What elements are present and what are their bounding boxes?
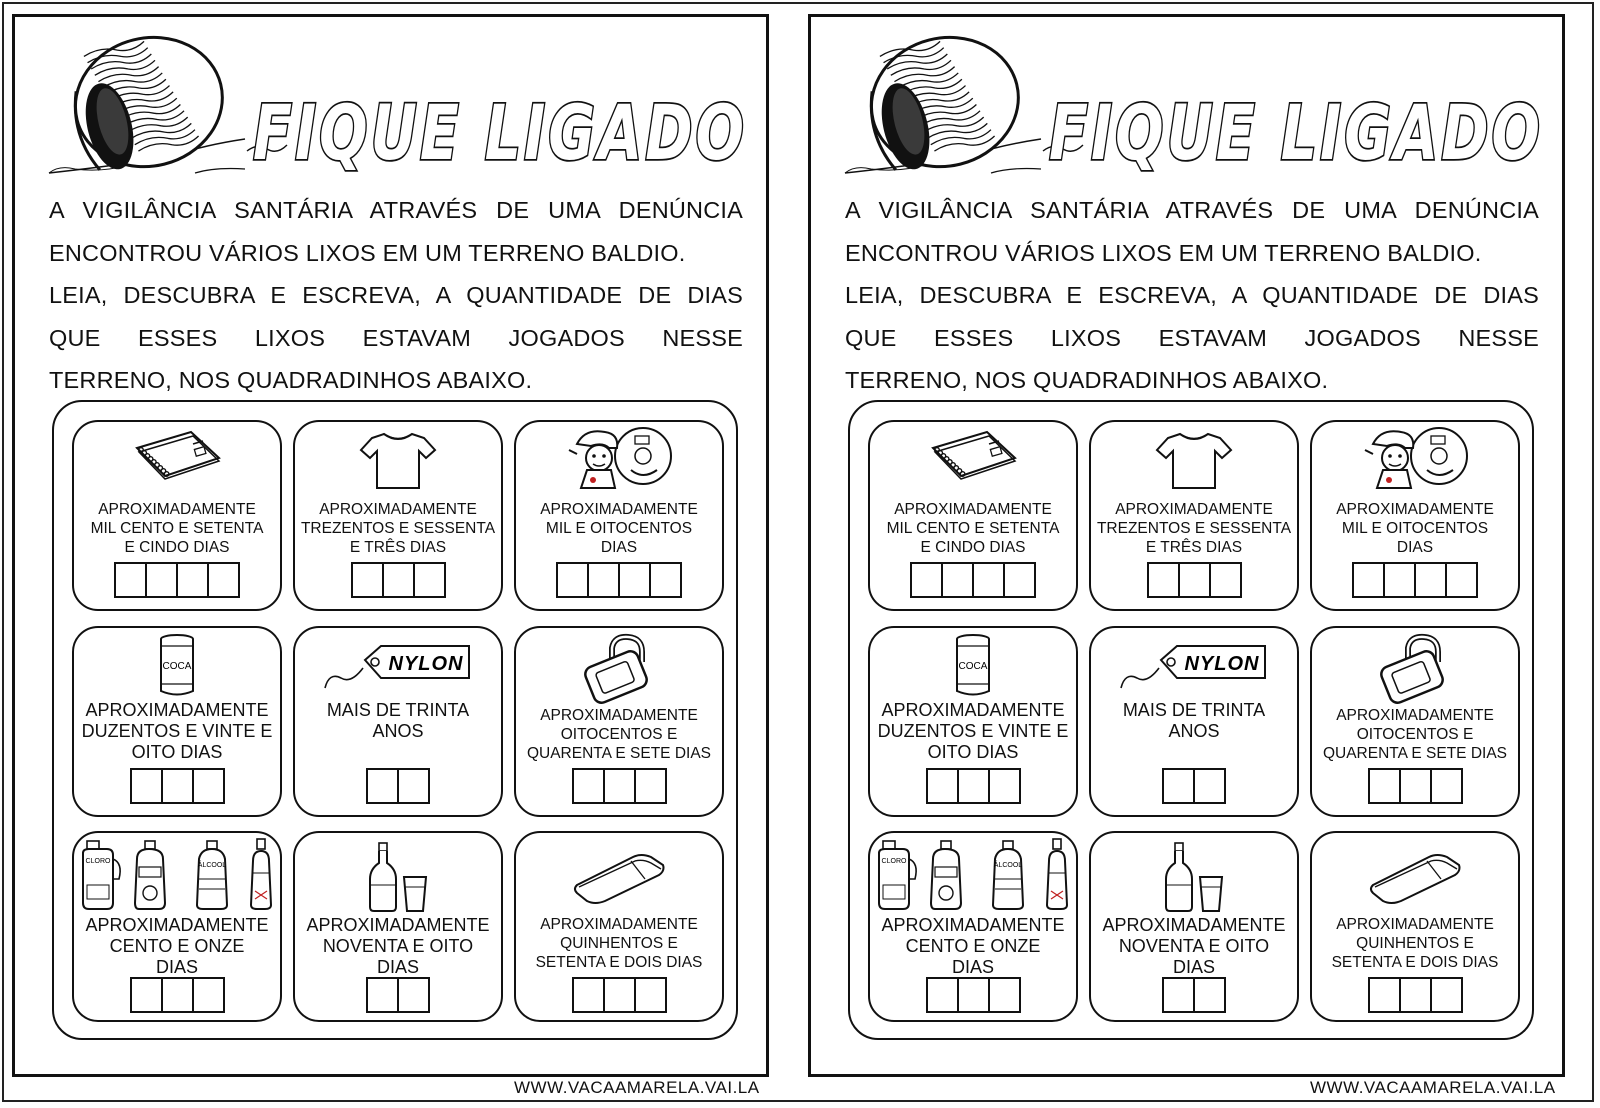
digit-input-box[interactable] — [145, 562, 178, 598]
digit-input-box[interactable] — [910, 562, 943, 598]
digit-input-box[interactable] — [161, 768, 194, 804]
label-line: DIAS — [1396, 539, 1434, 556]
can-label: COCA — [958, 661, 988, 672]
digit-input-box[interactable] — [1209, 562, 1242, 598]
digit-input-box[interactable] — [572, 768, 605, 804]
label-line: MIL E OITOCENTOS — [545, 520, 693, 537]
page-title: FIQUE LIGADO — [253, 88, 747, 177]
label-line: APROXIMADAMENTE — [98, 501, 256, 518]
digit-input-box[interactable] — [1383, 562, 1416, 598]
page-title: FIQUE LIGADO — [1049, 88, 1543, 177]
intro-line: QUE ESSES LIXOS ESTAVAM JOGADOS NESSE — [49, 324, 743, 351]
trash-card — [868, 420, 1078, 611]
trash-card — [514, 420, 724, 611]
answer-boxes — [556, 562, 682, 598]
answer-boxes — [910, 562, 1036, 598]
label-line: APROXIMADAMENTE — [1115, 501, 1273, 518]
digit-input-box[interactable] — [207, 562, 240, 598]
label-line: CENTO E ONZE — [905, 936, 1041, 956]
soda-can-icon — [870, 632, 1076, 698]
intro-line: LEIA, DESCUBRA E ESCREVA, A QUANTIDADE DE DIAS — [49, 282, 743, 308]
label-line: SETENTA E DOIS DIAS — [1331, 954, 1499, 971]
intro-line: TERRENO, NOS QUADRADINHOS ABAIXO. — [845, 367, 1329, 393]
digit-input-box[interactable] — [572, 977, 605, 1013]
trash-card — [1089, 626, 1299, 817]
decomposition-time-label — [870, 500, 1076, 557]
answer-boxes — [926, 768, 1021, 804]
decomposition-time-label — [1091, 500, 1297, 557]
label-line: DIAS — [600, 539, 638, 556]
answer-boxes — [572, 768, 667, 804]
label-line: TREZENTOS E SESSENTA — [1096, 520, 1292, 537]
tag-label: NYLON — [1184, 653, 1260, 675]
label-line: NOVENTA E OITO — [1118, 936, 1270, 956]
label-line: APROXIMADAMENTE — [319, 501, 477, 518]
digit-input-box[interactable] — [587, 562, 620, 598]
label-line: MAIS DE TRINTA — [326, 700, 470, 720]
digit-input-box[interactable] — [351, 562, 384, 598]
label-line: APROXIMADAMENTE — [540, 707, 698, 724]
answer-boxes — [1162, 977, 1226, 1013]
can-label: COCA — [162, 661, 192, 672]
label-line: ANOS — [1168, 721, 1220, 741]
label-line: DUZENTOS E VINTE E — [81, 721, 273, 741]
intro-line: ENCONTROU VÁRIOS LIXOS EM UM TERRENO BALDIO. — [49, 239, 686, 266]
label-line: E TRÊS DIAS — [1145, 539, 1243, 556]
label-line: OITOCENTOS E — [1356, 726, 1474, 743]
trash-card — [514, 831, 724, 1022]
label-line: MIL CENTO E SETENTA — [886, 520, 1060, 537]
digit-input-box[interactable] — [1368, 977, 1401, 1013]
digit-input-box[interactable] — [1147, 562, 1180, 598]
label-line: MAIS DE TRINTA — [1122, 700, 1266, 720]
nylon-tag-icon — [1091, 638, 1297, 690]
digit-input-box[interactable] — [556, 562, 589, 598]
answer-boxes — [130, 768, 225, 804]
boy-with-cd-icon — [1312, 424, 1518, 490]
decomposition-time-label — [870, 700, 1076, 763]
label-line: APROXIMADAMENTE — [881, 700, 1065, 720]
answer-boxes — [351, 562, 446, 598]
digit-input-box[interactable] — [130, 768, 163, 804]
digit-input-box[interactable] — [972, 562, 1005, 598]
label-line: APROXIMADAMENTE — [540, 501, 698, 518]
digit-input-box[interactable] — [603, 977, 636, 1013]
label-line: OITO DIAS — [927, 742, 1019, 762]
footer-url: WWW.VACAAMARELA.VAI.LA — [514, 1078, 760, 1097]
trash-card — [293, 831, 503, 1022]
answer-boxes — [926, 977, 1021, 1013]
plastic-bottles-icon — [870, 839, 1076, 911]
decomposition-time-label — [74, 915, 280, 978]
cards-panel — [848, 400, 1534, 1040]
label-line: APROXIMADAMENTE — [894, 501, 1052, 518]
decomposition-time-label — [295, 500, 501, 557]
digit-input-box[interactable] — [176, 562, 209, 598]
decomposition-time-label — [870, 915, 1076, 978]
title-graphic — [1043, 71, 1553, 181]
digit-input-box[interactable] — [603, 768, 636, 804]
label-line: APROXIMADAMENTE — [85, 700, 269, 720]
trash-card — [1089, 831, 1299, 1022]
answer-boxes — [1147, 562, 1242, 598]
label-line: ANOS — [372, 721, 424, 741]
decomposition-time-label — [516, 915, 722, 972]
answer-boxes — [1368, 768, 1463, 804]
label-line: CENTO E ONZE — [109, 936, 245, 956]
decomposition-time-label — [516, 706, 722, 763]
label-line: DIAS — [376, 957, 419, 977]
notebook-icon — [74, 428, 280, 480]
digit-input-box[interactable] — [649, 562, 682, 598]
trash-card — [293, 420, 503, 611]
plastic-bottles-icon — [74, 839, 280, 911]
decomposition-time-label — [1312, 915, 1518, 972]
label-line: QUINHENTOS E — [1356, 935, 1474, 952]
intro-text — [845, 189, 1539, 402]
trash-card — [514, 626, 724, 817]
intro-line: TERRENO, NOS QUADRADINHOS ABAIXO. — [49, 367, 533, 393]
label-line: E CINDO DIAS — [124, 539, 230, 556]
bottle-label: CLORO — [85, 858, 111, 865]
trash-card — [1310, 420, 1520, 611]
decomposition-time-label — [74, 700, 280, 763]
label-line: APROXIMADAMENTE — [1102, 915, 1286, 935]
decomposition-time-label — [1091, 915, 1297, 978]
tshirt-icon — [295, 430, 501, 492]
label-line: QUINHENTOS E — [560, 935, 678, 952]
label-line: MIL CENTO E SETENTA — [90, 520, 264, 537]
digit-input-box[interactable] — [988, 977, 1021, 1013]
worksheet-right — [808, 14, 1565, 1077]
decomposition-time-label — [295, 700, 501, 742]
title-graphic — [247, 71, 757, 181]
eraser-icon — [516, 851, 722, 905]
trash-card — [293, 626, 503, 817]
answer-boxes — [130, 977, 225, 1013]
answer-boxes — [1352, 562, 1478, 598]
soda-can-icon — [74, 632, 280, 698]
digit-input-box[interactable] — [1445, 562, 1478, 598]
label-line: OITOCENTOS E — [560, 726, 678, 743]
digit-input-box[interactable] — [988, 768, 1021, 804]
digit-input-box[interactable] — [1368, 768, 1401, 804]
padlock-icon — [1312, 634, 1518, 700]
digit-input-box[interactable] — [926, 768, 959, 804]
digit-input-box[interactable] — [957, 977, 990, 1013]
digit-input-box[interactable] — [926, 977, 959, 1013]
label-line: DIAS — [1172, 957, 1215, 977]
decomposition-time-label — [74, 500, 280, 557]
answer-boxes — [366, 977, 430, 1013]
label-line: DIAS — [155, 957, 198, 977]
cards-panel — [52, 400, 738, 1040]
digit-input-box[interactable] — [130, 977, 163, 1013]
digit-input-box[interactable] — [1399, 977, 1432, 1013]
digit-input-box[interactable] — [1193, 977, 1226, 1013]
intro-line: LEIA, DESCUBRA E ESCREVA, A QUANTIDADE DE DIAS — [845, 282, 1539, 308]
label-line: APROXIMADAMENTE — [1336, 916, 1494, 933]
eraser-icon — [1312, 851, 1518, 905]
digit-input-box[interactable] — [1352, 562, 1385, 598]
decomposition-time-label — [1312, 500, 1518, 557]
digit-input-box[interactable] — [957, 768, 990, 804]
digit-input-box[interactable] — [634, 768, 667, 804]
decomposition-time-label — [1091, 700, 1297, 742]
digit-input-box[interactable] — [161, 977, 194, 1013]
digit-input-box[interactable] — [192, 768, 225, 804]
trash-card — [868, 626, 1078, 817]
digit-input-box[interactable] — [382, 562, 415, 598]
digit-input-box[interactable] — [1193, 768, 1226, 804]
trash-card — [72, 831, 282, 1022]
label-line: APROXIMADAMENTE — [881, 915, 1065, 935]
trash-card — [72, 420, 282, 611]
label-line: TREZENTOS E SESSENTA — [300, 520, 496, 537]
digit-input-box[interactable] — [1162, 768, 1195, 804]
trash-card — [72, 626, 282, 817]
intro-text — [49, 189, 743, 402]
digit-input-box[interactable] — [366, 768, 399, 804]
answer-boxes — [1162, 768, 1226, 804]
trash-card — [1089, 420, 1299, 611]
label-line: NOVENTA E OITO — [322, 936, 474, 956]
decomposition-time-label — [295, 915, 501, 978]
intro-line: A VIGILÂNCIA SANTÁRIA ATRAVÉS DE UMA DENÚNCIA — [845, 197, 1539, 223]
tire-icon — [841, 23, 1041, 175]
tshirt-icon — [1091, 430, 1297, 492]
digit-input-box[interactable] — [366, 977, 399, 1013]
answer-boxes — [1368, 977, 1463, 1013]
digit-input-box[interactable] — [1162, 977, 1195, 1013]
label-line: APROXIMADAMENTE — [85, 915, 269, 935]
label-line: APROXIMADAMENTE — [540, 916, 698, 933]
bottle-label: ÁLCOOL — [993, 862, 1023, 869]
notebook-icon — [870, 428, 1076, 480]
trash-card — [868, 831, 1078, 1022]
label-line: MIL E OITOCENTOS — [1341, 520, 1489, 537]
intro-line: QUE ESSES LIXOS ESTAVAM JOGADOS NESSE — [845, 324, 1539, 351]
digit-input-box[interactable] — [192, 977, 225, 1013]
glass-bottle-and-cup-icon — [295, 841, 501, 913]
label-line: OITO DIAS — [131, 742, 223, 762]
digit-input-box[interactable] — [1430, 768, 1463, 804]
answer-boxes — [114, 562, 240, 598]
tag-label: NYLON — [388, 653, 464, 675]
label-line: APROXIMADAMENTE — [1336, 707, 1494, 724]
label-line: SETENTA E DOIS DIAS — [535, 954, 703, 971]
label-line: APROXIMADAMENTE — [1336, 501, 1494, 518]
digit-input-box[interactable] — [618, 562, 651, 598]
digit-input-box[interactable] — [1003, 562, 1036, 598]
answer-boxes — [366, 768, 430, 804]
answer-boxes — [572, 977, 667, 1013]
label-line: DUZENTOS E VINTE E — [877, 721, 1069, 741]
worksheet-left — [12, 14, 769, 1077]
decomposition-time-label — [516, 500, 722, 557]
digit-input-box[interactable] — [1430, 977, 1463, 1013]
label-line: QUARENTA E SETE DIAS — [526, 745, 712, 762]
footer-url: WWW.VACAAMARELA.VAI.LA — [1310, 1078, 1556, 1097]
digit-input-box[interactable] — [1178, 562, 1211, 598]
digit-input-box[interactable] — [397, 768, 430, 804]
digit-input-box[interactable] — [1399, 768, 1432, 804]
bottle-label: CLORO — [881, 858, 907, 865]
nylon-tag-icon — [295, 638, 501, 690]
trash-card — [1310, 831, 1520, 1022]
padlock-icon — [516, 634, 722, 700]
digit-input-box[interactable] — [413, 562, 446, 598]
trash-card — [1310, 626, 1520, 817]
label-line: QUARENTA E SETE DIAS — [1322, 745, 1508, 762]
tire-icon — [45, 23, 245, 175]
digit-input-box[interactable] — [397, 977, 430, 1013]
intro-line: ENCONTROU VÁRIOS LIXOS EM UM TERRENO BALDIO. — [845, 239, 1482, 266]
label-line: DIAS — [951, 957, 994, 977]
boy-with-cd-icon — [516, 424, 722, 490]
bottle-label: ÁLCOOL — [197, 862, 227, 869]
digit-input-box[interactable] — [941, 562, 974, 598]
digit-input-box[interactable] — [1414, 562, 1447, 598]
label-line: APROXIMADAMENTE — [306, 915, 490, 935]
label-line: E TRÊS DIAS — [349, 539, 447, 556]
digit-input-box[interactable] — [634, 977, 667, 1013]
decomposition-time-label — [1312, 706, 1518, 763]
label-line: E CINDO DIAS — [920, 539, 1026, 556]
glass-bottle-and-cup-icon — [1091, 841, 1297, 913]
intro-line: A VIGILÂNCIA SANTÁRIA ATRAVÉS DE UMA DENÚNCIA — [49, 197, 743, 223]
digit-input-box[interactable] — [114, 562, 147, 598]
